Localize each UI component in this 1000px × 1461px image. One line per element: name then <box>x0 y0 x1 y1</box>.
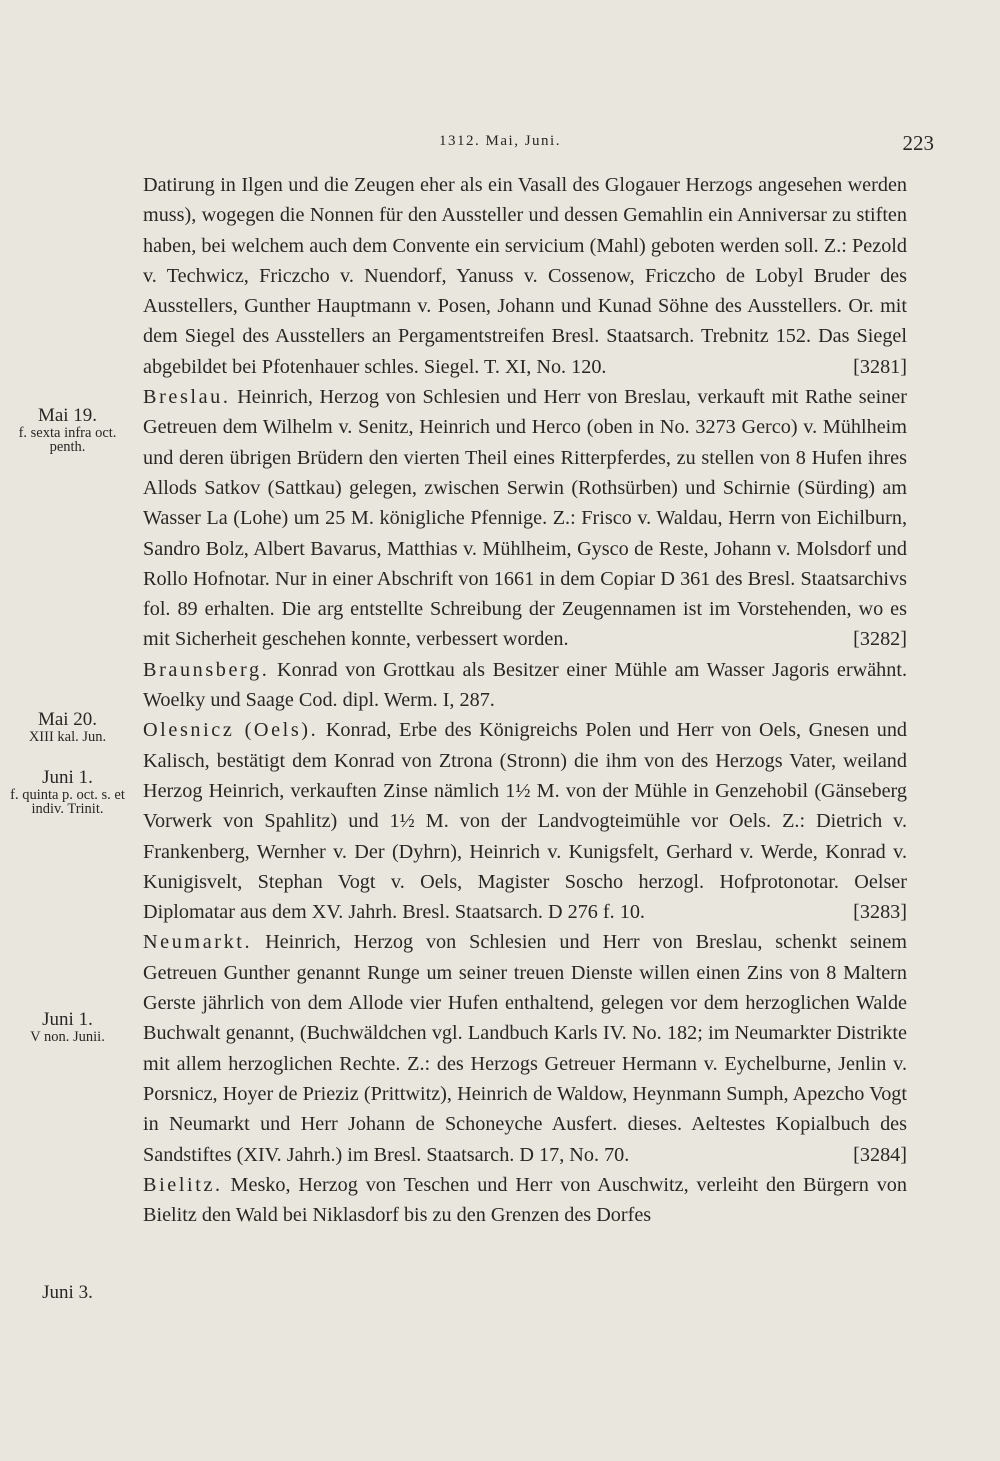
entry-paragraph <box>143 1170 907 1231</box>
continuation-paragraph <box>143 170 907 382</box>
margin-date-note: f. sexta infra oct. penth. <box>18 425 117 455</box>
entry-text: Mesko, Herzog von Teschen und Herr von Auschwitz, verleiht den Bürgern von Bielitz den Wald bei Niklasdorf bis zu den Grenzen des Dorfes <box>143 1173 907 1227</box>
margin-date-main: Mai 20. <box>37 709 98 730</box>
entry-text: Heinrich, Herzog von Schlesien und Herr von Breslau, schenkt seinem Getreuen Gunther genannt Runge um seiner treuen Dienste willen einen Zins von 8 Maltern Gerste jährlich von dem Allode vier Hufen enthaltend, gelegen vor dem herzoglichen Walde Buchwalt genannt, (Buchwäldchen vgl. Landbuch Karls IV. No. 182; im Neumarkter Distrikte mit allem herzoglichen Rechte. Z.: des Herzogs Getreuer Hermann v. Eychelburne, Jenlin v. Porsnicz, Hoyer de Prieziz (Prittwitz), Heinrich de Waldow, Heynmann Sumph, Apezcho Vogt in Neumarkt und Herr Johann de Schoneyche Ausfert. dieses. Aeltestes Kopialbuch des Sandstiftes (XIV. Jahrh.) im Bresl. Staatsarch. D 17, No. 70. <box>143 931 908 1166</box>
entry-paragraph <box>143 715 907 927</box>
entry-place: Braunsberg. <box>143 658 270 681</box>
margin-date <box>10 1009 125 1045</box>
entry-paragraph <box>143 382 907 655</box>
entry-paragraph <box>143 927 907 1169</box>
margin-date <box>10 1282 125 1304</box>
margin-date-main: Mai 19. <box>37 405 98 426</box>
margin-date <box>10 709 125 745</box>
entry-place: Neumarkt. <box>143 931 253 954</box>
entry-place: Olesnicz (Oels). <box>143 719 319 742</box>
entry-text: Konrad von Grottkau als Besitzer einer Mühle am Wasser Jagoris erwähnt. Woelky und Saage Cod. dipl. Werm. I, 287. <box>143 658 907 712</box>
entry-reference: [3284] <box>853 1143 907 1166</box>
entry-place: Breslau. <box>143 386 231 409</box>
margin-date-note: f. quinta p. oct. s. et indiv. Trinit. <box>10 787 125 817</box>
body-text <box>143 170 907 1230</box>
margin-date-main: Juni 1. <box>42 1009 93 1030</box>
margin-date-note: XIII kal. Jun. <box>28 729 107 745</box>
entry-text: Konrad, Erbe des Königreichs Polen und Herr von Oels, Gnesen und Kalisch, bestätigt dem Konrad von Ztrona (Stronn) die ihm von des Herzogs Vater, weiland Herzog Heinrich, verkauften Zinse nämlich 1½ M. von der Mühle in Genzehobil (Gänseberg Vorwerk von Spahlitz) und 1½ M. von der Landvogteimühle vor Oels. Z.: Dietrich v. Frankenberg, Wernher v. Der (Dyhrn), Heinrich v. Kunigsfelt, Gerhard v. Werde, Konrad v. Kunigisvelt, Stephan Vogt v. Oels, Magister Soscho herzogl. Hofprotonotar. Oelser Diplomatar aus dem XV. Jahrh. Bresl. Staatsarch. D 276 f. 10. <box>143 719 908 924</box>
entry-text: Heinrich, Herzog von Schlesien und Herr von Breslau, verkauft mit Rathe seiner Getreuen dem Wilhelm v. Senitz, Heinrich und Herco (oben in No. 3273 Gerco) v. Mühlheim und deren übrigen Brüdern den vierten Theil eines Ritterpferdes, zu stellen von 8 Hufen ihres Allods Satkov (Sattkau) gelegen, zwischen Serwin (Rothsürben) und Schirnie (Sürding) am Wasser La (Lohe) um 25 M. königliche Pfennige. Z.: Frisco v. Waldau, Herrn von Eichilburn, Sandro Bolz, Albert Bavarus, Matthias v. Mühlheim, Gysco de Reste, Johann v. Molsdorf und Rollo Hofnotar. Nur in einer Abschrift von 1661 in dem Copiar D 361 des Bresl. Staatsarchivs fol. 89 erhalten. Die arg entstellte Schreibung der Zeugennamen ist im Vorstehenden, wo es mit Sicherheit geschehen konnte, verbessert worden. <box>143 386 907 651</box>
page-header <box>0 133 1000 159</box>
entry-place: Bielitz. <box>143 1173 223 1196</box>
margin-date-main: Juni 3. <box>42 1282 93 1303</box>
running-head: 1312. Mai, Juni. <box>439 133 561 149</box>
page-number: 223 <box>902 131 934 155</box>
margin-date <box>10 767 125 816</box>
entry-text: Datirung in Ilgen und die Zeugen eher als ein Vasall des Glogauer Herzogs angesehen werden muss), wogegen die Nonnen für den Aussteller und dessen Gemahlin ein Anniversar zu stiften haben, bei welchem auch dem Convente ein servicium (Mahl) geboten werden soll. Z.: Pezold v. Techwicz, Friczcho v. Nuendorf, Yanuss v. Cossenow, Friczcho de Lobyl Bruder des Ausstellers, Gunther Hauptmann v. Posen, Johann und Kunad Söhne des Ausstellers. Or. mit dem Siegel des Ausstellers an Pergamentstreifen Bresl. Staatsarch. Trebnitz 152. Das Siegel abgebildet bei Pfotenhauer schles. Siegel. T. XI, No. 120. <box>143 174 907 378</box>
margin-date <box>10 405 125 454</box>
margin-date-note: V non. Junii. <box>30 1029 105 1045</box>
entry-reference: [3281] <box>853 355 907 378</box>
entry-reference: [3283] <box>853 901 907 924</box>
entry-paragraph <box>143 655 907 716</box>
entry-reference: [3282] <box>853 628 907 651</box>
margin-date-main: Juni 1. <box>42 767 93 788</box>
